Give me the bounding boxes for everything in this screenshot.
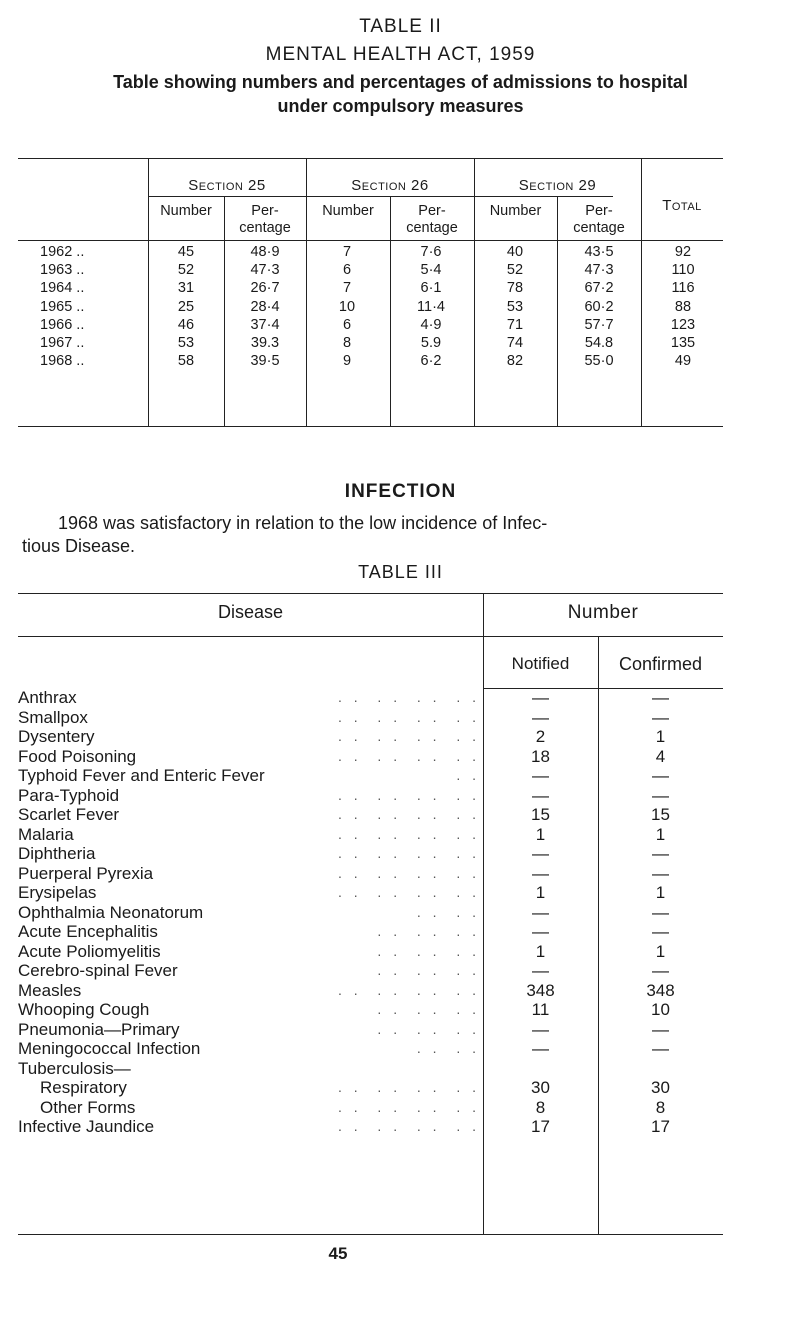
table-cell: 88 — [674, 298, 692, 315]
table-cell: — — [652, 961, 669, 980]
table-cell: 1 — [655, 941, 666, 961]
year-label: 1962 .. — [40, 244, 85, 260]
s25-number-header: Number — [160, 203, 212, 219]
table-cell: — — [532, 1039, 549, 1058]
infection-paragraph-line2: tious Disease. — [22, 536, 136, 556]
disease-name: Dysentery — [18, 727, 95, 746]
table-cell: 74 — [506, 334, 524, 351]
table-cell: 1 — [655, 727, 666, 746]
table-cell: 8 — [535, 1097, 546, 1117]
notified-column — [483, 688, 598, 1137]
table-cell: 78 — [506, 280, 524, 297]
table-cell: 1 — [655, 824, 666, 844]
disease-header: Disease — [217, 602, 284, 622]
table-ii-subtitle-line1: Table showing numbers and percentages of admissions to hospital — [113, 72, 688, 92]
table-cell: — — [532, 707, 549, 727]
table-cell: — — [532, 844, 549, 863]
table-cell: 82 — [506, 353, 524, 370]
table-cell: — — [532, 688, 549, 707]
s29-percentage-header: Per- centage — [573, 203, 625, 236]
table-cell: 348 — [646, 980, 675, 1000]
table-cell — [598, 1059, 723, 1079]
s26-percentage-column — [396, 243, 466, 370]
table-cell: 45 — [177, 244, 195, 260]
table-cell: 8 — [655, 1097, 666, 1117]
table-cell: 10 — [338, 298, 356, 315]
table-cell: 54.8 — [584, 334, 614, 351]
disease-name: Acute Poliomyelitis — [18, 941, 161, 961]
notified-header: Notified — [511, 654, 570, 673]
table-cell: 28·4 — [250, 298, 280, 315]
number-header: Number — [567, 602, 639, 623]
table-cell — [483, 1059, 598, 1079]
table-cell: 2 — [535, 727, 546, 746]
year-label: 1966 .. — [40, 316, 85, 333]
disease-name: Respiratory — [40, 1078, 127, 1097]
table-cell: 39·5 — [250, 353, 280, 370]
table-cell: 52 — [177, 262, 195, 279]
section-26-header: Section 26 — [351, 177, 429, 194]
table-cell: 17 — [651, 1117, 670, 1136]
table-cell: — — [652, 785, 669, 805]
table-cell: 18 — [531, 746, 550, 766]
table-cell: 31 — [177, 280, 195, 297]
table-cell: 92 — [674, 244, 692, 260]
confirmed-column — [598, 688, 723, 1137]
table-cell: 30 — [651, 1078, 670, 1097]
table-iii-bottom-rule — [18, 1234, 723, 1235]
table-cell: 30 — [531, 1078, 550, 1097]
table-cell: 49 — [674, 353, 692, 370]
disease-name: Whooping Cough — [18, 1000, 150, 1019]
disease-name: Measles — [18, 980, 82, 1000]
table-cell: 40 — [506, 244, 524, 260]
table-cell: 47·3 — [250, 262, 280, 279]
table-cell: 17 — [531, 1117, 550, 1136]
table-cell: 5.9 — [420, 334, 442, 351]
s29-number-column — [480, 243, 550, 370]
table-cell: — — [652, 863, 669, 883]
table-ii-col-divider — [474, 158, 475, 426]
total-header: Total — [662, 197, 702, 214]
table-cell: 7·6 — [420, 244, 442, 260]
table-cell: 15 — [651, 805, 670, 824]
disease-name: Acute Encephalitis — [18, 922, 158, 941]
disease-name: Diphtheria — [18, 844, 96, 863]
disease-name: Other Forms — [40, 1097, 136, 1117]
page-number: 45 — [328, 1244, 348, 1263]
s26-number-column — [312, 243, 382, 370]
table-cell: — — [532, 785, 549, 805]
table-cell: 6 — [342, 262, 352, 279]
s25-percentage-header: Per- centage — [239, 203, 291, 236]
table-cell: 110 — [671, 262, 695, 279]
table-ii-header-rule — [18, 240, 723, 241]
table-cell: 1 — [535, 824, 546, 844]
table-cell: 6·2 — [420, 353, 442, 370]
disease-name: Typhoid Fever and Enteric Fever — [18, 766, 265, 785]
table-cell: — — [532, 863, 549, 883]
section-29-header: Section 29 — [518, 177, 597, 194]
table-cell: 11 — [531, 1000, 550, 1019]
table-iii-top-rule — [18, 593, 723, 594]
s29-number-header: Number — [489, 203, 542, 219]
infection-paragraph-line1: 1968 was satisfactory in relation to the low incidence of Infec- — [58, 513, 548, 533]
table-cell: 67·2 — [584, 280, 614, 297]
table-cell: — — [532, 1019, 549, 1039]
s25-percentage-column — [230, 243, 300, 370]
disease-name: Ophthalmia Neonatorum — [18, 902, 204, 922]
table-cell: — — [652, 707, 669, 727]
disease-name: Para-Typhoid — [18, 785, 120, 805]
year-label: 1963 .. — [40, 262, 85, 279]
confirmed-header: Confirmed — [618, 654, 703, 674]
disease-name: Pneumonia—Primary — [18, 1019, 180, 1039]
year-label: 1968 .. — [40, 353, 85, 370]
table-cell: 15 — [531, 805, 550, 824]
table-cell: — — [652, 688, 669, 707]
table-cell: 4 — [655, 746, 666, 766]
year-label: 1964 .. — [40, 280, 85, 297]
s26-number-header: Number — [322, 203, 374, 219]
table-cell: 52 — [506, 262, 524, 279]
table-cell: 1 — [535, 883, 546, 902]
total-column — [648, 243, 718, 370]
table-cell: 58 — [177, 353, 195, 370]
table-cell: 53 — [506, 298, 524, 315]
table-cell: 47·3 — [584, 262, 614, 279]
table-cell: — — [652, 1019, 669, 1039]
disease-name: Anthrax — [18, 688, 77, 707]
table-ii-col-divider — [306, 158, 307, 426]
table-iii-header-rule — [18, 636, 723, 637]
table-cell: — — [652, 844, 669, 863]
table-ii-top-rule — [18, 158, 723, 159]
table-cell: 9 — [342, 353, 352, 370]
table-cell: 4·9 — [420, 316, 442, 333]
disease-name: Scarlet Fever — [18, 805, 120, 824]
table-cell: 5·4 — [420, 262, 442, 279]
table-cell: 10 — [651, 1000, 670, 1019]
table-cell: 348 — [526, 980, 555, 1000]
disease-name: Infective Jaundice — [18, 1117, 155, 1136]
table-cell: 55·0 — [584, 353, 614, 370]
table-cell: 8 — [342, 334, 352, 351]
disease-name: Malaria — [18, 824, 74, 844]
table-cell: — — [532, 766, 549, 785]
s26-percentage-header: Per- centage — [406, 203, 458, 236]
s25-number-column — [151, 243, 221, 370]
table-cell: 39.3 — [250, 334, 280, 351]
table-cell: — — [652, 766, 669, 785]
table-ii-title: MENTAL HEALTH ACT, 1959 — [265, 44, 536, 65]
table-cell: 37·4 — [250, 316, 280, 333]
table-ii-subheader-rule — [148, 196, 613, 197]
table-cell: 46 — [177, 316, 195, 333]
table-cell: 1 — [655, 883, 666, 902]
table-cell: — — [652, 1039, 669, 1058]
table-cell: 116 — [671, 280, 695, 297]
table-cell: 7 — [342, 244, 352, 260]
disease-name: Erysipelas — [18, 883, 97, 902]
disease-name: Cerebro-spinal Fever — [18, 961, 178, 980]
table-cell: 53 — [177, 334, 195, 351]
table-ii-label: TABLE II — [359, 16, 442, 37]
table-cell: — — [532, 922, 549, 941]
table-ii-bottom-rule — [18, 426, 723, 427]
table-cell: — — [532, 902, 549, 922]
table-cell: 57·7 — [584, 316, 614, 333]
year-label: 1967 .. — [40, 335, 85, 352]
table-cell: 43·5 — [584, 244, 614, 260]
year-column — [40, 243, 140, 370]
table-cell: 25 — [177, 298, 195, 315]
table-cell: 60·2 — [584, 298, 614, 315]
table-cell: 48·9 — [250, 244, 280, 260]
table-cell: 1 — [535, 941, 546, 961]
disease-name: Puerperal Pyrexia — [18, 863, 154, 883]
table-cell: — — [652, 902, 669, 922]
table-cell: 11·4 — [417, 298, 445, 315]
dot-leaders: . . . . . . . . . . . . . . . . . . . . . . . . . . . . . . . . . . . . . . . . . . . . . . . . . . . . . . . . . . . . . . . . . . . . . . . . . . . . . . . . . . . . . . . . . . . . . . . . . . . . . . . . . . . . . . . . . . . . . . . . . . . . . . . . . . . . . . . . . . . . . . . . . . . . . . . . — [337, 689, 480, 1134]
table-cell: 6·1 — [420, 280, 442, 297]
table-cell: 6 — [342, 316, 352, 333]
year-label: 1965 .. — [40, 298, 85, 315]
table-iii-label: TABLE III — [358, 562, 443, 582]
table-cell: — — [532, 961, 549, 980]
table-ii-subtitle-line2: under compulsory measures — [277, 96, 524, 116]
s29-percentage-column — [564, 243, 634, 370]
infection-heading: INFECTION — [344, 481, 457, 502]
disease-name: Tuberculosis— — [18, 1058, 131, 1078]
table-cell: 123 — [670, 316, 696, 333]
table-cell: 26·7 — [250, 280, 280, 297]
table-cell: 71 — [506, 316, 524, 333]
disease-name: Food Poisoning — [18, 746, 137, 766]
disease-name: Meningococcal Infection — [18, 1039, 201, 1058]
table-cell: — — [652, 922, 669, 941]
table-cell: 7 — [342, 280, 352, 297]
disease-name: Smallpox — [18, 707, 88, 727]
section-25-header: Section 25 — [188, 177, 266, 194]
table-cell: 135 — [670, 334, 696, 351]
